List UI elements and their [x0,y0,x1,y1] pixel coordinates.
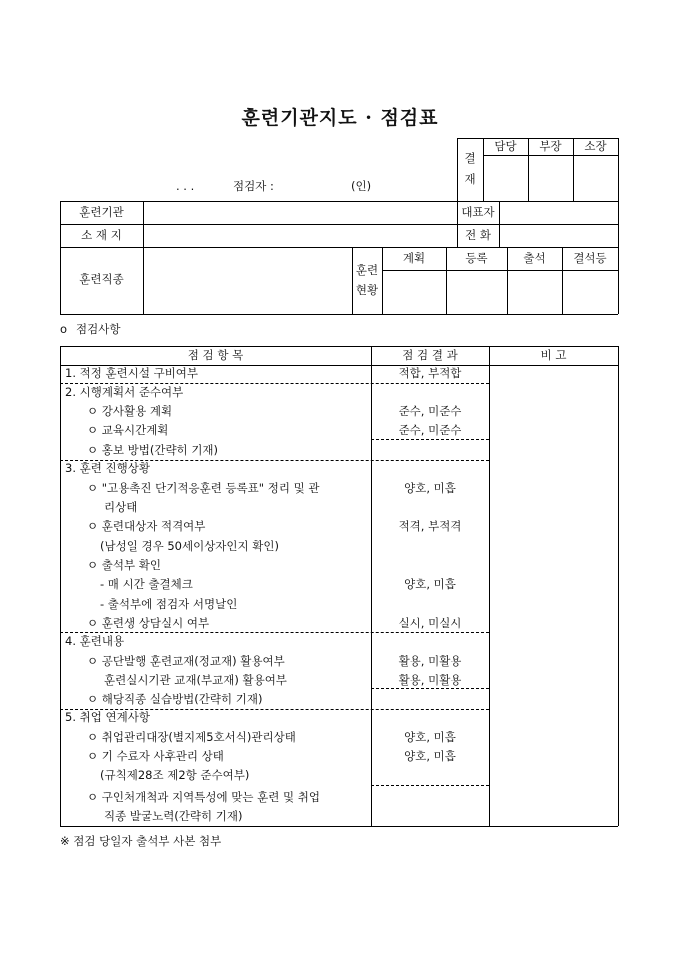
item-5-followup-note: (규칙제28조 제2항 준수여부) [100,768,250,782]
item-4-main-textbook: ㅇ 공단발행 훈련교재(정교재) 활용여부 [87,654,285,668]
document-title: 훈련기관지도 · 점검표 [241,107,439,129]
result-5-employment-ledger: 양호, 미흡 [404,730,456,744]
item-5-followup: ㅇ 기 수료자 사후관리 상태 [87,749,224,763]
inspector-seal: (인) [351,179,372,193]
section-label: 점검사항 [76,322,121,336]
approval-label-top: 결 [464,151,476,165]
item-4-heading: 4. 훈련내용 [65,634,125,648]
approval-col-director: 부장 [539,139,562,153]
result-2-hours-plan: 준수, 미준수 [398,423,462,437]
institution-label: 훈련기관 [79,205,124,219]
item-3-register-status-cont: 리상태 [104,500,138,514]
status-col-attendance: 출석 [523,251,546,265]
header-remarks: 비 고 [540,348,567,362]
status-col-plan: 계획 [402,251,426,265]
status-label-line2: 현황 [355,283,379,297]
section-bullet-icon: o [60,322,68,336]
header-result: 점 검 결 과 [402,348,458,362]
item-3-attendance-check: ㅇ 출석부 확인 [87,558,161,572]
item-3-eligibility: ㅇ 훈련대상자 적격여부 [87,519,206,533]
item-3-register-status: ㅇ "고용촉진 단기적응훈련 등록표" 정리 및 관 [87,481,320,495]
result-1: 적합, 부적합 [398,366,462,380]
item-3-heading: 3. 훈련 진행상황 [65,461,150,475]
result-2-instructor-plan: 준수, 미준수 [398,404,462,418]
address-label: 소 재 지 [81,228,122,242]
item-5-heading: 5. 취업 연계사항 [65,710,150,724]
inspector-label: 점검자 : [233,179,274,193]
result-3-eligibility: 적격, 부적격 [398,519,462,533]
approval-label-bottom: 재 [464,172,476,186]
item-2-promotion: ㅇ 홍보 방법(간략히 기재) [87,443,219,457]
approval-col-manager: 담당 [494,139,517,153]
item-3-counseling: ㅇ 훈련생 상담실시 여부 [87,616,210,630]
result-4-sub-textbook: 활용, 미활용 [398,673,462,687]
representative-label: 대표자 [461,205,495,219]
item-5-job-development-cont: 직종 발굴노력(간략히 기재) [104,809,243,823]
item-3-signature: - 출석부에 점검자 서명날인 [100,597,238,611]
status-label-line1: 훈련 [355,263,379,277]
occupation-label: 훈련직종 [79,272,124,286]
result-3-register-status: 양호, 미흡 [404,481,456,495]
footnote: ※ 점검 당일자 출석부 사본 첨부 [60,834,222,848]
item-5-employment-ledger: ㅇ 취업관리대장(별지제5호서식)관리상태 [87,730,296,744]
phone-label: 전 화 [465,228,491,242]
approval-col-head: 소장 [584,139,607,153]
header-items: 점 검 항 목 [187,348,244,362]
item-4-practice-method: ㅇ 해당직종 실습방법(간략히 기재) [87,692,263,706]
status-col-absence: 결석등 [573,251,607,265]
item-2-heading: 2. 시행계획서 준수여부 [65,385,184,399]
item-4-sub-textbook: 훈련실시기관 교재(부교재) 활용여부 [104,673,287,687]
result-3-hourly-check: 양호, 미흡 [404,577,456,591]
status-col-registered: 등록 [465,251,488,265]
item-1-heading: 1. 적정 훈련시설 구비여부 [65,366,199,380]
result-5-followup: 양호, 미흡 [404,749,456,763]
item-2-hours-plan: ㅇ 교육시간계획 [87,423,169,437]
item-3-hourly-check: - 매 시간 출결체크 [100,577,193,591]
inspection-date: . . . [176,179,195,193]
result-3-counseling: 실시, 미실시 [398,616,462,630]
item-3-eligibility-note: (남성일 경우 50세이상자인지 확인) [100,539,279,553]
item-5-job-development: ㅇ 구인처개척과 지역특성에 맞는 훈련 및 취업 [87,790,321,804]
item-2-instructor-plan: ㅇ 강사활용 계획 [87,404,173,418]
result-4-main-textbook: 활용, 미활용 [398,654,462,668]
